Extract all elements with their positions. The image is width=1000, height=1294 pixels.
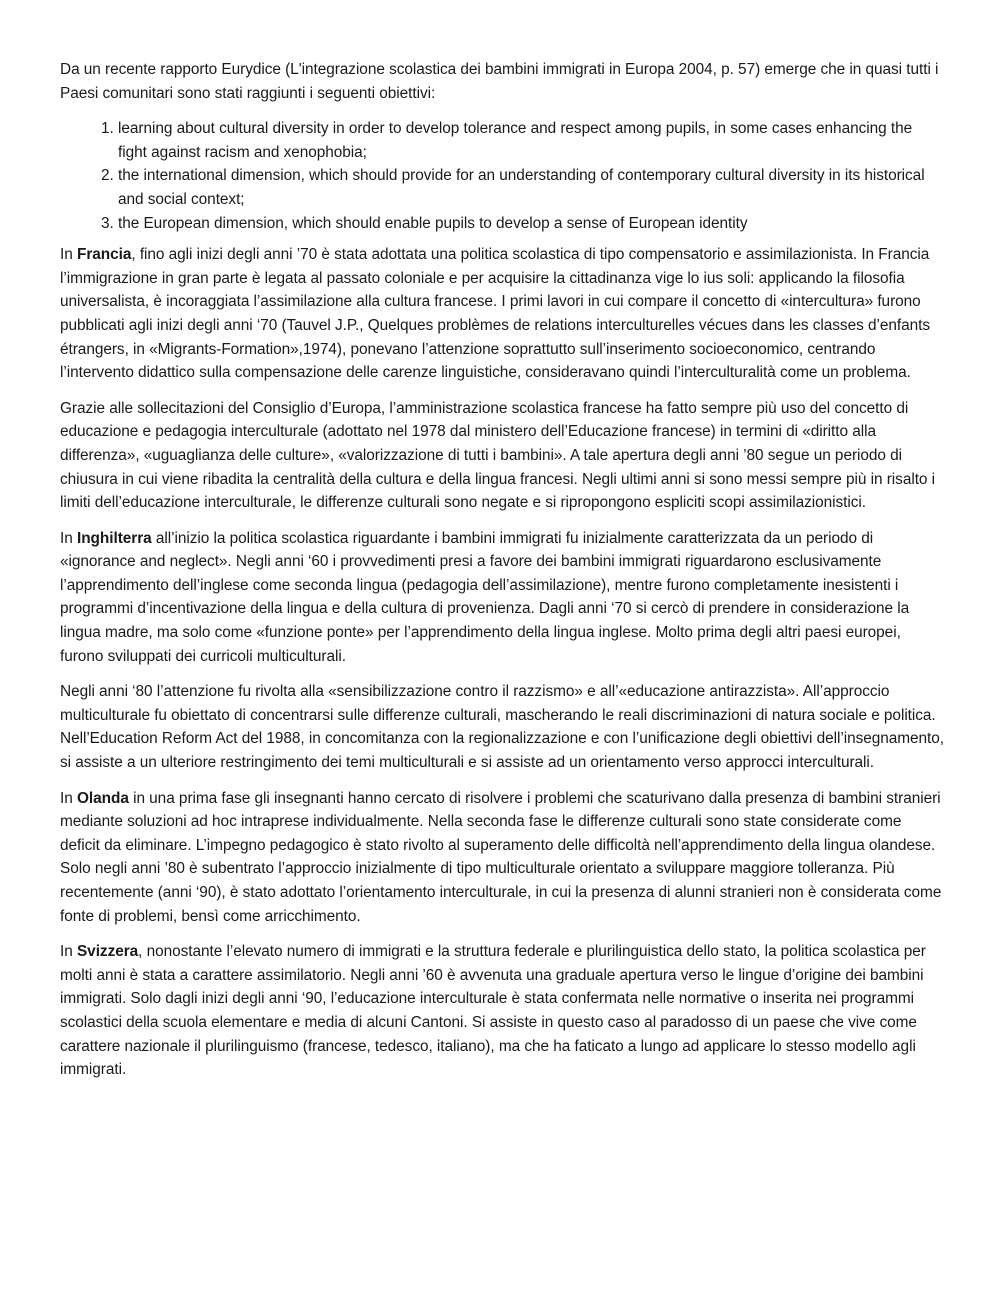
document-page (60, 58, 944, 1094)
lead-text: In (60, 943, 77, 961)
intro-paragraph (60, 58, 944, 105)
intro-text: Da un recente rapporto Eurydice (L'integrazione scolastica dei bambini immigrati in Europa 2004, p. 57) emerge che in quasi tutti i Paesi comunitari sono stati raggiunti i seguenti obiettivi: (60, 61, 939, 102)
olanda-paragraph (60, 787, 944, 929)
objectives-list (60, 117, 944, 235)
list-item (118, 212, 944, 236)
list-item (118, 164, 944, 211)
lead-text: In (60, 246, 77, 264)
country-heading-inghilterra: Inghilterra (76, 529, 152, 547)
objective-text: the international dimension, which should provide for an understanding of contemporary cultural diversity in its historical and social context; (118, 167, 925, 208)
lead-text: In (60, 789, 77, 807)
paragraph-text: in una prima fase gli insegnanti hanno cercato di risolvere i problemi che scaturivano dalla presenza di bambini stranieri mediante soluzioni ad hoc intraprese individualmente. Nella seconda fase le differenze culturali sono state considerate come deficit da eliminare. L’impegno pedagogico è stato rivolto al superamento delle difficoltà nell’apprendimento della lingua olandese. Solo negli anni ’80 è subentrato l’approccio inizialmente di tipo multiculturale orientato a sviluppare maggiore tolleranza. Più recentemente (anni ‘90), è stato adottato l’orientamento interculturale, in cui la presenza di alunni stranieri non è considerata come fonte di problemi, bensì come arricchimento. (60, 789, 942, 925)
country-heading-francia: Francia (76, 246, 132, 264)
svizzera-paragraph (60, 940, 944, 1082)
objective-text: the European dimension, which should enable pupils to develop a sense of European identity (118, 214, 748, 232)
lead-text: In (60, 529, 77, 547)
inghilterra-paragraph-1 (60, 527, 944, 669)
inghilterra-paragraph-2 (60, 680, 944, 774)
objective-text: learning about cultural diversity in order to develop tolerance and respect among pupils, in some cases enhancing the fight against racism and xenophobia; (118, 120, 913, 161)
francia-paragraph-1 (60, 243, 944, 385)
country-heading-svizzera: Svizzera (76, 943, 139, 961)
francia-paragraph-2 (60, 397, 944, 515)
paragraph-text: , fino agli inizi degli anni ’70 è stata adottata una politica scolastica di tipo compensatorio e assimilazionista. In Francia l’immigrazione in gran parte è legata al passato coloniale e per acquisire la cittadinanza vige lo ius soli: applicando la filosofia universalista, è incoraggiata l’assimilazione alla cultura francese. I primi lavori in cui compare il concetto di «intercultura» furono pubblicati agli inizi degli anni ‘70 (Tauvel J.P., Quelques problèmes de relations interculturelles vécues dans les classes d’enfants étrangers, in «Migrants-Formation»,1974), ponevano l’attenzione soprattutto sull’inserimento socioeconomico, centrando l’intervento didattico sulla compensazione delle carenze linguistiche, consideravano quindi l’interculturalità come un problema. (60, 246, 930, 382)
paragraph-text: Negli anni ‘80 l’attenzione fu rivolta alla «sensibilizzazione contro il razzismo» e all’«educazione antirazzista». All’approccio multiculturale fu obiettato di concentrarsi sulle differenze culturali, mascherando le reali discriminazioni di natura sociale e politica. Nell’Education Reform Act del 1988, in concomitanza con la regionalizzazione e con l’unificazione degli obiettivi dell’insegnamento, si assiste a un ulteriore restringimento dei temi multiculturali e si assiste ad un orientamento verso approcci interculturali. (60, 683, 945, 772)
list-item (118, 117, 944, 164)
paragraph-text: all’inizio la politica scolastica riguardante i bambini immigrati fu inizialmente caratterizzata da un periodo di «ignorance and neglect». Negli anni ‘60 i provvedimenti presi a favore dei bambini immigrati riguardarono esclusivamente l’apprendimento dell’inglese come seconda lingua (pedagogia dell’assimilazione), mentre furono completamente inesistenti i programmi d’incentivazione della lingua e della cultura di provenienza. Dagli anni ‘70 si cercò di prendere in considerazione la lingua madre, ma solo come «funzione ponte» per l’apprendimento della lingua inglese. Molto prima degli altri paesi europei, furono sviluppati dei curricoli multiculturali. (60, 529, 910, 665)
paragraph-text: Grazie alle sollecitazioni del Consiglio d’Europa, l’amministrazione scolastica francese ha fatto sempre più uso del concetto di educazione e pedagogia interculturale (adottato nel 1978 dal ministero dell’Educazione francese) in termini di «diritto alla differenza», «uguaglianza delle culture», «valorizzazione di tutti i bambini». A tale apertura degli anni ’80 segue un periodo di chiusura in cui viene ribadita la centralità della cultura e della lingua francesi. Negli ultimi anni si sono messi sempre più in risalto i limiti dell’educazione interculturale, le differenze culturali sono negate e si ripropongono espliciti scopi assimilazionistici. (60, 399, 936, 512)
paragraph-text: , nonostante l’elevato numero di immigrati e la struttura federale e plurilinguistica dello stato, la politica scolastica per molti anni è stata a carattere assimilatorio. Negli anni ’60 è avvenuta una graduale apertura verso le lingue d’origine dei bambini immigrati. Solo dagli inizi degli anni ‘90, l’educazione interculturale è stata confermata nelle normative o inserita nei programmi scolastici della scuola elementare e media di alcuni Cantoni. Si assiste in questo caso al paradosso di un paese che vive come carattere nazionale il plurilinguismo (francese, tedesco, italiano), ma che ha faticato a lungo ad applicare lo stesso modello agli immigrati. (60, 943, 926, 1079)
country-heading-olanda: Olanda (76, 789, 129, 807)
